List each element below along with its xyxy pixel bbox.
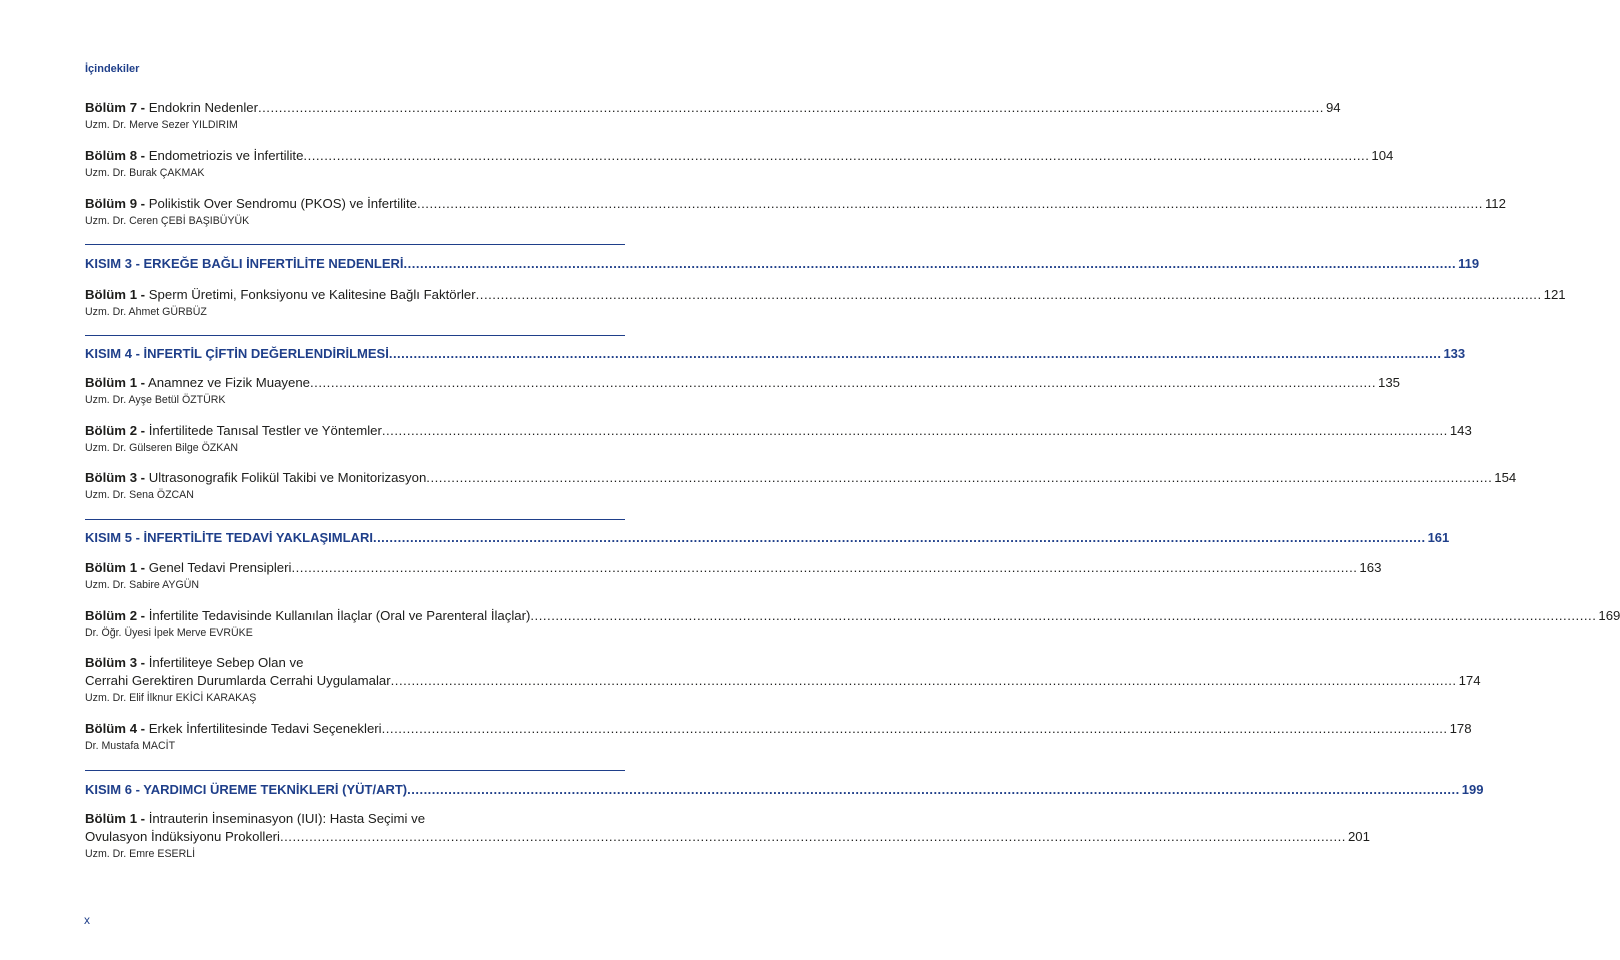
page-number: 169 xyxy=(1598,608,1620,623)
chapter-author: Uzm. Dr. Ceren ÇEBİ BAŞIBÜYÜK xyxy=(85,215,250,227)
chapter-number: Bölüm 3 - xyxy=(85,470,146,485)
chapter-title: Ultrasonografik Folikül Takibi ve Monitorizasyon xyxy=(148,470,427,485)
toc-entry-kisim-3-bolum-1[interactable] xyxy=(85,286,1566,319)
chapter-title-continued: Cerrahi Gerektiren Durumlarda Cerrahi Uygulamalar xyxy=(85,673,391,688)
leader-dots xyxy=(391,672,1457,690)
toc-entry-kisim-4-bolum-3[interactable] xyxy=(85,469,1517,502)
chapter-author: Uzm. Dr. Burak ÇAKMAK xyxy=(85,167,205,179)
toc-entry-kisim-4-bolum-2[interactable] xyxy=(85,422,1472,455)
page-header: İçindekiler xyxy=(85,63,140,75)
page-number: 143 xyxy=(1449,423,1472,438)
toc-entry-kisim-4-bolum-1[interactable] xyxy=(85,374,1400,407)
section-divider xyxy=(85,770,625,771)
page-number: 163 xyxy=(1359,560,1382,575)
page-number: 178 xyxy=(1449,721,1472,736)
toc-part-kisim-5[interactable] xyxy=(85,529,1450,547)
chapter-number: Bölüm 8 - xyxy=(85,148,146,163)
chapter-number: Bölüm 1 - xyxy=(85,811,146,826)
page-number: 174 xyxy=(1458,673,1481,688)
page-number: 135 xyxy=(1377,375,1400,390)
chapter-number: Bölüm 2 - xyxy=(85,608,146,623)
page-number: 119 xyxy=(1458,256,1480,271)
chapter-number: Bölüm 9 - xyxy=(85,196,146,211)
section-divider xyxy=(85,519,625,520)
chapter-author: Uzm. Dr. Gülseren Bilge ÖZKAN xyxy=(85,442,239,454)
chapter-author: Uzm. Dr. Ahmet GÜRBÜZ xyxy=(85,306,207,318)
chapter-author: Uzm. Dr. Emre ESERLİ xyxy=(85,848,196,860)
part-title: KISIM 5 - İNFERTİLİTE TEDAVİ YAKLAŞIMLARI xyxy=(85,530,373,545)
page-number: 104 xyxy=(1371,148,1394,163)
page-number: 121 xyxy=(1543,287,1566,302)
chapter-number: Bölüm 3 - xyxy=(85,655,146,670)
chapter-author: Uzm. Dr. Sabire AYGÜN xyxy=(85,579,200,591)
chapter-author: Dr. Öğr. Üyesi İpek Merve EVRÜKE xyxy=(85,627,253,639)
chapter-number: Bölüm 1 - xyxy=(85,375,146,390)
page-number: 199 xyxy=(1461,782,1484,797)
chapter-author: Uzm. Dr. Merve Sezer YILDIRIM xyxy=(85,119,238,131)
toc-entry-kisim-5-bolum-4[interactable] xyxy=(85,720,1472,753)
toc-part-kisim-3[interactable] xyxy=(85,255,1480,273)
section-divider xyxy=(85,335,625,336)
toc-entry-kisim-5-bolum-2[interactable] xyxy=(85,607,1620,640)
part-title: KISIM 4 - İNFERTİL ÇİFTİN DEĞERLENDİRİLMESİ xyxy=(85,346,389,361)
chapter-number: Bölüm 2 - xyxy=(85,423,146,438)
toc-entry-bolum-9[interactable] xyxy=(85,195,1506,228)
part-title: KISIM 3 - ERKEĞE BAĞLI İNFERTİLİTE NEDENLERİ xyxy=(85,256,404,271)
chapter-number: Bölüm 4 - xyxy=(85,721,146,736)
chapter-title: Endometriozis ve İnfertilite xyxy=(148,148,304,163)
chapter-number: Bölüm 7 - xyxy=(85,100,146,115)
section-divider xyxy=(85,244,625,245)
chapter-author: Uzm. Dr. Ayşe Betül ÖZTÜRK xyxy=(85,394,226,406)
leader-dots xyxy=(426,469,1492,487)
chapter-title: Polikistik Over Sendromu (PKOS) ve İnfertilite xyxy=(148,196,417,211)
leader-dots xyxy=(291,559,1357,577)
chapter-title-continued: Ovulasyon İndüksiyonu Prokolleri xyxy=(85,829,280,844)
chapter-title: İnfertilite Tedavisinde Kullanılan İlaçlar (Oral ve Parenteral İlaçlar) xyxy=(148,608,531,623)
chapter-title: İnfertilitede Tanısal Testler ve Yöntemler xyxy=(148,423,382,438)
chapter-title: Endokrin Nedenler xyxy=(148,100,258,115)
leader-dots xyxy=(407,781,1460,799)
toc-entry-bolum-8[interactable] xyxy=(85,147,1394,180)
page-number: 201 xyxy=(1347,829,1370,844)
toc-entry-kisim-5-bolum-3[interactable] xyxy=(85,654,1481,705)
chapter-title: İntrauterin İnseminasyon (IUI): Hasta Seçimi ve xyxy=(148,811,426,826)
chapter-author: Uzm. Dr. Sena ÖZCAN xyxy=(85,489,194,501)
chapter-author: Uzm. Dr. Elif İlknur EKİCİ KARAKAŞ xyxy=(85,692,257,704)
leader-dots xyxy=(404,255,1457,273)
chapter-title: Sperm Üretimi, Fonksiyonu ve Kalitesine Bağlı Faktörler xyxy=(148,287,476,302)
leader-dots xyxy=(417,195,1483,213)
chapter-title: Erkek İnfertilitesinde Tedavi Seçenekleri xyxy=(148,721,382,736)
leader-dots xyxy=(373,529,1426,547)
chapter-author: Dr. Mustafa MACİT xyxy=(85,740,176,752)
leader-dots xyxy=(310,374,1376,392)
toc-part-kisim-6[interactable] xyxy=(85,781,1484,799)
chapter-title: Anamnez ve Fizik Muayene xyxy=(148,375,311,390)
leader-dots xyxy=(530,607,1596,625)
chapter-title: Genel Tedavi Prensipleri xyxy=(148,560,292,575)
leader-dots xyxy=(476,286,1542,304)
toc-entry-kisim-5-bolum-1[interactable] xyxy=(85,559,1382,592)
chapter-title: İnfertiliteye Sebep Olan ve xyxy=(148,655,304,670)
toc-entry-kisim-6-bolum-1[interactable] xyxy=(85,810,1370,861)
toc-entry-bolum-7[interactable] xyxy=(85,99,1341,132)
leader-dots xyxy=(258,99,1324,117)
page-number: 161 xyxy=(1427,530,1450,545)
chapter-number: Bölüm 1 - xyxy=(85,287,146,302)
leader-dots xyxy=(303,147,1369,165)
page-number: 154 xyxy=(1494,470,1517,485)
leader-dots xyxy=(382,422,1448,440)
page-number: 133 xyxy=(1443,346,1466,361)
leader-dots xyxy=(382,720,1448,738)
leader-dots xyxy=(389,345,1442,363)
toc-part-kisim-4[interactable] xyxy=(85,345,1466,363)
page-folio: x xyxy=(84,913,90,927)
page-number: 112 xyxy=(1484,196,1506,211)
part-title: KISIM 6 - YARDIMCI ÜREME TEKNİKLERİ (YÜT/ART) xyxy=(85,782,408,797)
chapter-number: Bölüm 1 - xyxy=(85,560,146,575)
leader-dots xyxy=(280,828,1346,846)
page-number: 94 xyxy=(1325,100,1341,115)
